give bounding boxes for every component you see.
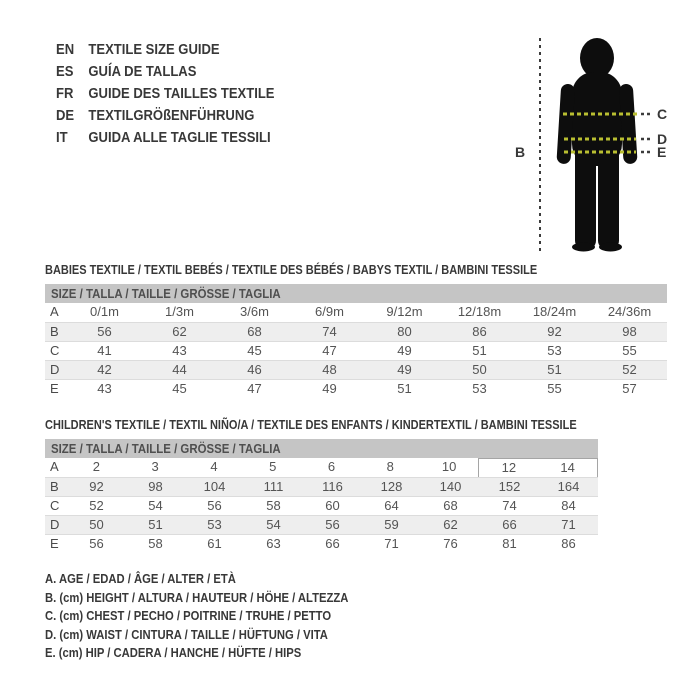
size-cell: 8 bbox=[386, 459, 394, 474]
value-cell: 71 bbox=[561, 517, 576, 532]
size-cell: 2 bbox=[92, 459, 100, 474]
row-label: D bbox=[50, 362, 60, 377]
lang-row-fr bbox=[56, 83, 275, 105]
value-cell: 98 bbox=[148, 479, 163, 494]
row-label: B bbox=[50, 324, 59, 339]
value-cell: 81 bbox=[502, 536, 517, 551]
value-cell: 58 bbox=[148, 536, 163, 551]
value-cell: 55 bbox=[547, 381, 562, 396]
value-cell: 74 bbox=[502, 498, 517, 513]
hip-label: E bbox=[657, 144, 667, 160]
value-cell: 45 bbox=[247, 343, 262, 358]
value-cell: 51 bbox=[397, 381, 412, 396]
lang-row-es bbox=[56, 61, 275, 83]
row-label: D bbox=[50, 517, 60, 532]
value-cell: 56 bbox=[325, 517, 340, 532]
value-cell: 56 bbox=[207, 498, 222, 513]
lang-code: ES bbox=[56, 64, 74, 80]
babies-section-title: BABIES TEXTILE / TEXTIL BEBÉS / TEXTILE DES BÉBÉS / BABYS TEXTIL / BAMBINI TESSILE bbox=[45, 263, 538, 277]
table-row-waist bbox=[45, 360, 667, 379]
lang-row-en bbox=[56, 39, 275, 61]
value-cell: 57 bbox=[622, 381, 637, 396]
value-cell: 47 bbox=[247, 381, 262, 396]
language-title-list bbox=[56, 39, 275, 149]
value-cell: 49 bbox=[322, 381, 337, 396]
value-cell: 53 bbox=[207, 517, 222, 532]
value-cell: 76 bbox=[443, 536, 458, 551]
size-header-text: SIZE / TALLA / TAILLE / GRÖSSE / TAGLIA bbox=[51, 441, 281, 456]
lang-code: IT bbox=[56, 130, 68, 146]
size-cell: 3/6m bbox=[240, 304, 269, 319]
waist-label: D bbox=[657, 131, 668, 147]
value-cell: 152 bbox=[498, 479, 521, 494]
value-cell: 80 bbox=[397, 324, 412, 339]
legend-line-waist: D. (cm) WAIST / CINTURA / TAILLE / HÜFTUNG / VITA bbox=[45, 627, 328, 642]
row-label: A bbox=[50, 304, 59, 319]
value-cell: 116 bbox=[322, 479, 343, 494]
lang-code: FR bbox=[56, 86, 74, 102]
value-cell: 98 bbox=[622, 324, 637, 339]
legend-line-height: B. (cm) HEIGHT / ALTURA / HAUTEUR / HÖHE / ALTEZZA bbox=[45, 590, 349, 605]
babies-size-table bbox=[45, 284, 667, 398]
highlighted-size-cell: 12 bbox=[478, 458, 538, 477]
value-cell: 140 bbox=[439, 479, 462, 494]
lang-label: GUIDE DES TAILLES TEXTILE bbox=[88, 86, 275, 102]
row-label: C bbox=[50, 343, 60, 358]
size-cell: 9/12m bbox=[386, 304, 423, 319]
value-cell: 66 bbox=[325, 536, 340, 551]
table-row-age bbox=[45, 303, 667, 322]
table-row-chest bbox=[45, 341, 667, 360]
chest-label: C bbox=[657, 106, 668, 122]
value-cell: 84 bbox=[561, 498, 576, 513]
size-cell: 1/3m bbox=[165, 304, 194, 319]
lang-code: DE bbox=[56, 108, 75, 124]
size-header-bar bbox=[45, 284, 667, 303]
lang-label: TEXTILGRÖßENFÜHRUNG bbox=[88, 108, 255, 124]
value-cell: 55 bbox=[622, 343, 637, 358]
value-cell: 86 bbox=[472, 324, 487, 339]
measurement-legend bbox=[45, 570, 348, 663]
value-cell: 49 bbox=[397, 362, 412, 377]
value-cell: 62 bbox=[172, 324, 187, 339]
value-cell: 64 bbox=[384, 498, 399, 513]
child-silhouette bbox=[556, 38, 637, 252]
value-cell: 68 bbox=[247, 324, 262, 339]
value-cell: 43 bbox=[172, 343, 187, 358]
size-header-bar bbox=[45, 439, 598, 458]
value-cell: 74 bbox=[322, 324, 337, 339]
value-cell: 43 bbox=[97, 381, 112, 396]
value-cell: 128 bbox=[380, 479, 403, 494]
value-cell: 54 bbox=[266, 517, 281, 532]
value-cell: 92 bbox=[547, 324, 562, 339]
value-cell: 52 bbox=[89, 498, 104, 513]
value-cell: 68 bbox=[443, 498, 458, 513]
table-row-waist bbox=[45, 515, 598, 534]
lang-label: TEXTILE SIZE GUIDE bbox=[88, 42, 220, 58]
value-cell: 48 bbox=[322, 362, 337, 377]
row-label: C bbox=[50, 498, 60, 513]
value-cell: 66 bbox=[502, 517, 517, 532]
table-row-hip bbox=[45, 379, 667, 398]
table-row-hip bbox=[45, 534, 598, 553]
size-cell: 0/1m bbox=[90, 304, 119, 319]
table-row-height bbox=[45, 477, 598, 496]
legend-line-age: A. AGE / EDAD / ÂGE / ALTER / ETÀ bbox=[45, 572, 236, 586]
value-cell: 61 bbox=[207, 536, 222, 551]
value-cell: 164 bbox=[557, 479, 580, 494]
size-cell: 4 bbox=[210, 459, 218, 474]
size-cell: 18/24m bbox=[532, 304, 577, 319]
measurement-figure bbox=[500, 18, 700, 258]
value-cell: 54 bbox=[148, 498, 163, 513]
size-header-text: SIZE / TALLA / TAILLE / GRÖSSE / TAGLIA bbox=[51, 286, 281, 301]
value-cell: 50 bbox=[89, 517, 104, 532]
value-cell: 45 bbox=[172, 381, 187, 396]
value-cell: 53 bbox=[547, 343, 562, 358]
lang-row-de bbox=[56, 105, 275, 127]
value-cell: 51 bbox=[547, 362, 562, 377]
value-cell: 58 bbox=[266, 498, 281, 513]
lang-label: GUÍA DE TALLAS bbox=[88, 64, 197, 80]
size-cell: 5 bbox=[269, 459, 277, 474]
legend-line-hip: E. (cm) HIP / CADERA / HANCHE / HÜFTE / HIPS bbox=[45, 646, 302, 660]
size-cell: 3 bbox=[151, 459, 159, 474]
children-section-title: CHILDREN'S TEXTILE / TEXTIL NIÑO/A / TEXTILE DES ENFANTS / KINDERTEXTIL / BAMBINI TESSILE bbox=[45, 418, 577, 432]
value-cell: 60 bbox=[325, 498, 340, 513]
size-cell: 6/9m bbox=[315, 304, 344, 319]
height-label: B bbox=[515, 144, 526, 160]
row-label: E bbox=[50, 536, 59, 551]
value-cell: 56 bbox=[89, 536, 104, 551]
table-row-chest bbox=[45, 496, 598, 515]
value-cell: 42 bbox=[97, 362, 112, 377]
value-cell: 62 bbox=[443, 517, 458, 532]
size-cell: 10 bbox=[441, 459, 457, 474]
highlighted-size-cell: 14 bbox=[538, 458, 598, 477]
table-row-height bbox=[45, 322, 667, 341]
value-cell: 41 bbox=[97, 343, 112, 358]
value-cell: 111 bbox=[263, 479, 284, 494]
lang-label: GUIDA ALLE TAGLIE TESSILI bbox=[88, 130, 271, 146]
row-label: A bbox=[50, 459, 59, 474]
value-cell: 50 bbox=[472, 362, 487, 377]
value-cell: 71 bbox=[384, 536, 399, 551]
value-cell: 63 bbox=[266, 536, 281, 551]
size-cell: 12/18m bbox=[457, 304, 502, 319]
value-cell: 44 bbox=[172, 362, 187, 377]
value-cell: 49 bbox=[397, 343, 412, 358]
value-cell: 46 bbox=[247, 362, 262, 377]
value-cell: 51 bbox=[148, 517, 163, 532]
value-cell: 47 bbox=[322, 343, 337, 358]
lang-row-it bbox=[56, 127, 275, 149]
value-cell: 59 bbox=[384, 517, 399, 532]
size-cell: 6 bbox=[327, 459, 336, 474]
value-cell: 52 bbox=[622, 362, 637, 377]
row-label: B bbox=[50, 479, 59, 494]
value-cell: 56 bbox=[97, 324, 112, 339]
value-cell: 51 bbox=[472, 343, 487, 358]
table-row-age bbox=[45, 458, 598, 477]
value-cell: 92 bbox=[89, 479, 104, 494]
value-cell: 53 bbox=[472, 381, 487, 396]
lang-code: EN bbox=[56, 42, 75, 58]
value-cell: 86 bbox=[561, 536, 576, 551]
value-cell: 104 bbox=[203, 479, 226, 494]
children-size-table bbox=[45, 439, 598, 553]
size-cell: 24/36m bbox=[607, 304, 652, 319]
row-label: E bbox=[50, 381, 59, 396]
legend-line-chest: C. (cm) CHEST / PECHO / POITRINE / TRUHE / PETTO bbox=[45, 609, 332, 623]
